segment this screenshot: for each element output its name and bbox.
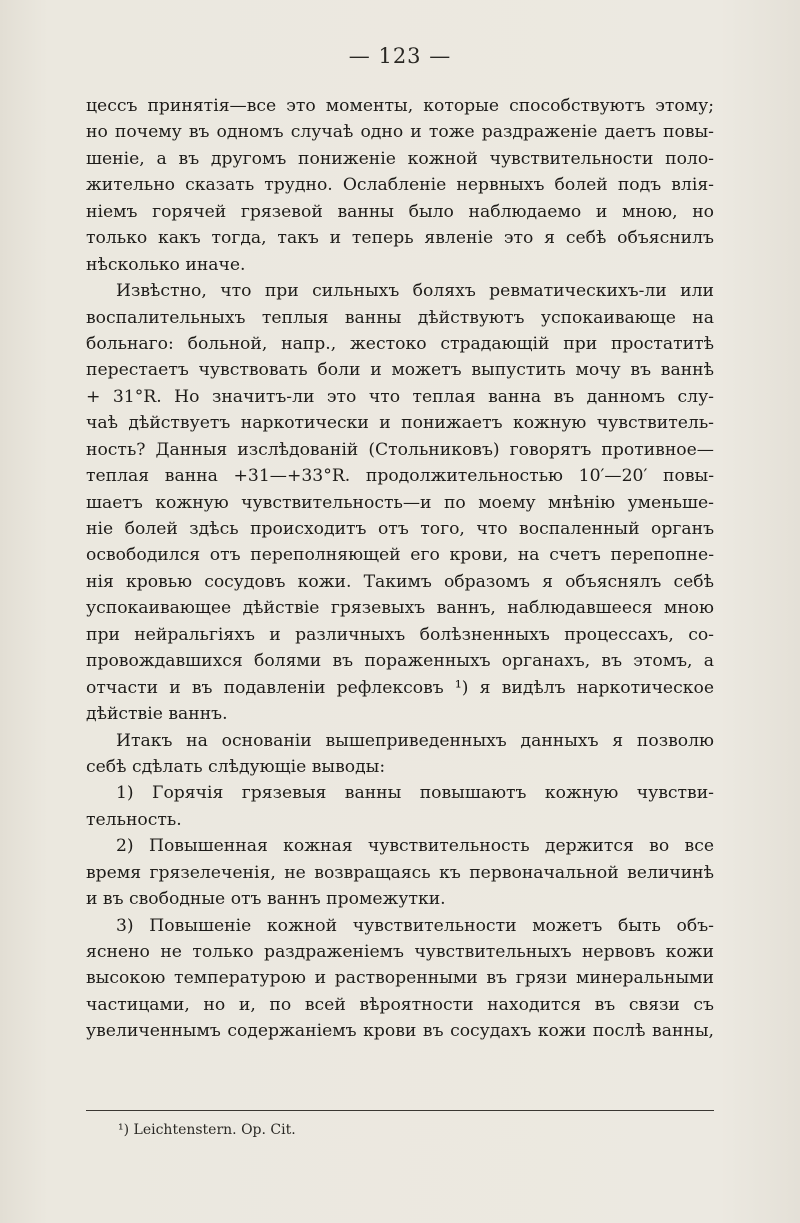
text-line: при нейральгіяхъ и различныхъ болѣзненныхъ процессахъ, со- bbox=[86, 624, 714, 645]
text-line: время грязелеченія, не возвращаясь къ первоначальной величинѣ bbox=[86, 862, 714, 883]
text-line: высокою температурою и растворенными въ грязи минеральными bbox=[86, 968, 714, 989]
text-line: воспалительныхъ теплыя ванны дѣйствуютъ успокаивающе на bbox=[86, 307, 714, 328]
text-line: ніемъ горячей грязевой ванны было наблюдаемо и мною, но bbox=[86, 201, 714, 222]
text-line: только какъ тогда, такъ и теперь явленіе это я себѣ объяснилъ bbox=[86, 228, 714, 249]
text-line: жительно сказать трудно. Ослабленіе нервныхъ болей подъ влія- bbox=[86, 175, 714, 196]
text-line: больнаго: больной, напр., жестоко страдающій при простатитѣ bbox=[86, 333, 714, 354]
text-line: шаетъ кожную чувствительность—и по моему мнѣнію уменьше- bbox=[86, 492, 714, 513]
text-line: тельность. bbox=[86, 809, 182, 830]
footnote: ¹) Leichtenstern. Op. Cit. bbox=[118, 1122, 296, 1138]
text-line: увеличеннымъ содержаніемъ крови въ сосудахъ кожи послѣ ванны, bbox=[86, 1021, 714, 1042]
text-line: освободился отъ переполняющей его крови, на счетъ перепопне- bbox=[86, 545, 714, 566]
text-line: провождавшихся болями въ пораженныхъ органахъ, въ этомъ, а bbox=[86, 651, 714, 672]
page-number: — 123 — bbox=[348, 44, 452, 68]
text-line: ность? Данныя изслѣдованій (Стольниковъ) говорятъ противное— bbox=[86, 439, 714, 460]
text-line: 3) Повышеніе кожной чувствительности можетъ быть объ- bbox=[116, 915, 714, 936]
footnote-divider bbox=[86, 1110, 714, 1111]
text-line: частицами, но и, по всей вѣроятности находится въ связи съ bbox=[86, 994, 714, 1015]
text-line: отчасти и въ подавленіи рефлексовъ ¹) я видѣлъ наркотическое bbox=[86, 677, 714, 698]
text-line: перестаетъ чувствовать боли и можетъ выпустить мочу въ ваннѣ bbox=[86, 360, 714, 381]
text-line: 1) Горячія грязевыя ванны повышаютъ кожную чувстви- bbox=[116, 783, 714, 804]
text-line: теплая ванна +31—+33°R. продолжительностью 10′—20′ повы- bbox=[86, 466, 714, 487]
text-line: 2) Повышенная кожная чувствительность держится во все bbox=[116, 836, 714, 857]
text-line: чаѣ дѣйствуетъ наркотически и понижаетъ кожную чувствитель- bbox=[86, 413, 714, 434]
text-line: цессъ принятія—все это моменты, которые способствуютъ этому; bbox=[86, 96, 714, 116]
text-line: Итакъ на основаніи вышеприведенныхъ данныхъ я позволю bbox=[116, 730, 714, 751]
text-line: нѣсколько иначе. bbox=[86, 254, 246, 275]
text-line: ніе болей здѣсь происходитъ отъ того, что воспаленный органъ bbox=[86, 519, 714, 539]
text-line: + 31°R. Но значитъ-ли это что теплая ванна въ данномъ слу- bbox=[86, 386, 714, 407]
body-text bbox=[86, 93, 714, 1045]
text-line: но почему въ одномъ случаѣ одно и тоже раздраженіе даетъ повы- bbox=[86, 122, 714, 143]
text-line: успокаивающее дѣйствіе грязевыхъ ваннъ, наблюдавшееся мною bbox=[86, 598, 714, 619]
text-line: и въ свободные отъ ваннъ промежутки. bbox=[86, 889, 446, 910]
text-line: дѣйствіе ваннъ. bbox=[86, 704, 228, 725]
text-line: Извѣстно, что при сильныхъ боляхъ ревматическихъ-ли или bbox=[116, 281, 714, 302]
text-line: яснено не только раздраженіемъ чувствительныхъ нервовъ кожи bbox=[86, 942, 714, 962]
text-line: шеніе, а въ другомъ пониженіе кожной чувствительности поло- bbox=[86, 148, 714, 169]
text-line: себѣ сдѣлать слѣдующіе выводы: bbox=[86, 756, 386, 777]
text-line: нія кровью сосудовъ кожи. Такимъ образомъ я объяснялъ себѣ bbox=[86, 571, 714, 592]
